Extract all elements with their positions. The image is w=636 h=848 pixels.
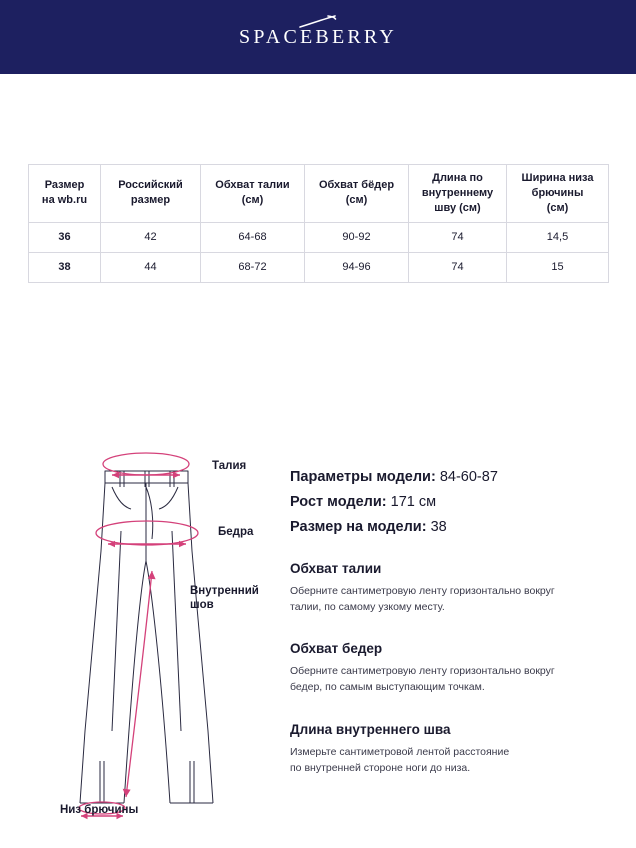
cell-wb-size: 36 bbox=[29, 222, 101, 252]
size-table-container bbox=[28, 164, 608, 283]
trousers-illustration-svg bbox=[0, 431, 290, 831]
instruction-inseam-title: Длина внутреннего шва bbox=[290, 721, 451, 737]
model-measurements-value: 84-60-87 bbox=[439, 468, 498, 485]
label-inseam-line1: Внутренний bbox=[190, 584, 259, 597]
size-table bbox=[28, 164, 609, 283]
measurement-guide bbox=[0, 431, 636, 831]
header-line: на wb.ru bbox=[41, 194, 88, 207]
trousers-diagram bbox=[0, 431, 290, 831]
instruction-line: бедер, по самым выступающим точкам. bbox=[290, 681, 485, 694]
page-header bbox=[0, 0, 636, 74]
cell-waist: 68-72 bbox=[201, 252, 305, 282]
header-line: Длина по bbox=[432, 172, 483, 184]
instruction-inseam bbox=[290, 722, 620, 777]
cell-waist: 64-68 bbox=[201, 222, 305, 252]
instruction-hips-body bbox=[290, 663, 620, 696]
header-line: Обхват бёдер bbox=[318, 179, 395, 192]
brand-logo bbox=[239, 26, 397, 49]
header-line: (см) bbox=[241, 194, 264, 207]
instruction-line: талии, по самому узкому месту. bbox=[290, 600, 445, 613]
cell-hips: 90-92 bbox=[305, 222, 409, 252]
header-line: брючины bbox=[531, 186, 584, 199]
header-line: Размер bbox=[44, 179, 85, 192]
model-size-label: Размер на модели: bbox=[290, 518, 427, 535]
instruction-line: по внутренней стороне ноги до низа. bbox=[290, 761, 471, 774]
label-hips: Бедра bbox=[218, 525, 254, 538]
size-table-body bbox=[29, 222, 609, 282]
brand-name: SPACEBERRY bbox=[239, 25, 397, 48]
model-size bbox=[290, 519, 620, 535]
instruction-line: Измерьте сантиметровой лентой расстояние bbox=[290, 745, 510, 758]
header-line: Ширина низа bbox=[521, 172, 594, 184]
column-header-ru-size bbox=[101, 165, 201, 223]
instruction-waist bbox=[290, 561, 620, 616]
header-line: внутреннему bbox=[421, 186, 494, 199]
instruction-hips bbox=[290, 641, 620, 696]
model-height-value: 171 см bbox=[390, 493, 437, 510]
instruction-line: Оберните сантиметровую ленту горизонтально вокруг bbox=[290, 584, 555, 597]
table-row bbox=[29, 222, 609, 252]
column-header-wb-size bbox=[29, 165, 101, 223]
size-table-head bbox=[29, 165, 609, 223]
cell-ru-size: 42 bbox=[101, 222, 201, 252]
column-header-hips bbox=[305, 165, 409, 223]
header-line: (см) bbox=[546, 201, 569, 214]
label-inseam-line2: шов bbox=[190, 598, 214, 611]
cell-inseam: 74 bbox=[409, 222, 507, 252]
model-size-value: 38 bbox=[430, 518, 447, 535]
instruction-inseam-body bbox=[290, 744, 620, 777]
cell-hem-width: 14,5 bbox=[507, 222, 609, 252]
column-header-waist bbox=[201, 165, 305, 223]
guide-text-column bbox=[290, 431, 620, 777]
header-line: (см) bbox=[345, 194, 368, 207]
instruction-waist-title: Обхват талии bbox=[290, 560, 382, 576]
cell-hem-width: 15 bbox=[507, 252, 609, 282]
model-height bbox=[290, 494, 620, 510]
label-inseam bbox=[190, 584, 282, 613]
model-measurements bbox=[290, 469, 620, 485]
instruction-waist-body bbox=[290, 583, 620, 616]
column-header-hem-width bbox=[507, 165, 609, 223]
label-hem: Низ брючины bbox=[60, 803, 139, 816]
instruction-line: Оберните сантиметровую ленту горизонтально вокруг bbox=[290, 665, 555, 678]
header-line: размер bbox=[130, 194, 171, 207]
swoosh-icon bbox=[298, 15, 338, 34]
cell-ru-size: 44 bbox=[101, 252, 201, 282]
cell-inseam: 74 bbox=[409, 252, 507, 282]
table-header-row bbox=[29, 165, 609, 223]
model-height-label: Рост модели: bbox=[290, 493, 387, 510]
instruction-hips-title: Обхват бедер bbox=[290, 641, 383, 657]
cell-hips: 94-96 bbox=[305, 252, 409, 282]
column-header-inseam bbox=[409, 165, 507, 223]
cell-wb-size: 38 bbox=[29, 252, 101, 282]
label-waist: Талия bbox=[212, 459, 247, 472]
header-line: шву (см) bbox=[434, 201, 481, 214]
header-line: Обхват талии bbox=[215, 179, 290, 192]
table-row bbox=[29, 252, 609, 282]
model-measurements-label: Параметры модели: bbox=[290, 468, 436, 485]
header-line: Российский bbox=[118, 179, 183, 192]
